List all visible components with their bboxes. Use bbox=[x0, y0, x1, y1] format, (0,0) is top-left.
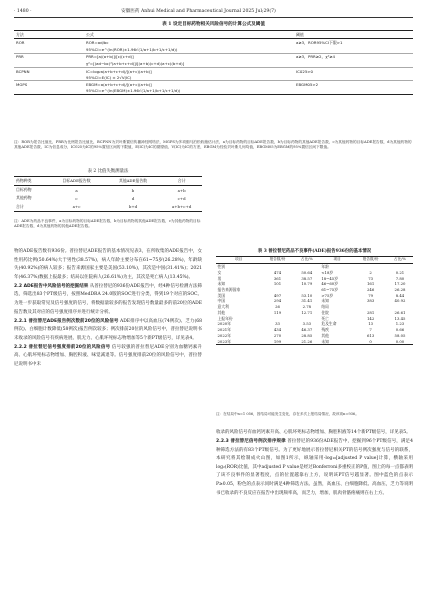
table2-cell: c+d bbox=[177, 195, 186, 201]
table1-cell: EBGM=a(a+b+c+d)/[(a+c)(a+b)] bbox=[84, 81, 294, 88]
table3-header-cell: 项目 bbox=[216, 257, 261, 264]
table1-row bbox=[14, 67, 413, 74]
table3-cell: 161 bbox=[367, 281, 375, 287]
table1-cell bbox=[14, 46, 84, 53]
table3-cell: 101 bbox=[273, 281, 282, 287]
table3-cell: 73 bbox=[368, 275, 374, 281]
table3-cell: 死亡 bbox=[321, 315, 329, 321]
table3-cell: 0 bbox=[354, 338, 387, 344]
journal-name: 安徽医药 Anhui Medical and Pharmaceutical Journal 2025 Jul;29(7) bbox=[121, 9, 276, 14]
table3-cell: 10.79 bbox=[301, 281, 313, 287]
table1-cell: ROR bbox=[16, 39, 25, 45]
header-rule bbox=[14, 17, 413, 18]
table2-header-cell: 药物种类 bbox=[14, 177, 48, 186]
section-heading: 2.2.3 普拉替尼信号例次排序规律 bbox=[216, 438, 286, 444]
table3 bbox=[216, 256, 413, 345]
table3-cell: 男 bbox=[217, 275, 222, 281]
table3-header-cell: 项目 bbox=[320, 257, 354, 264]
table3-cell: 其他 bbox=[321, 332, 329, 338]
table2-caption: 表 2 比值失衡测量法 bbox=[87, 169, 129, 174]
table3-caption: 表 3 普拉替尼药品不良事件(ADE)报告936份的基本情况 bbox=[257, 249, 372, 254]
table3-cell: 474 bbox=[273, 269, 282, 275]
table2-cell: c bbox=[75, 195, 78, 201]
table3-cell: 18~45岁 bbox=[321, 275, 338, 281]
table3-cell: 199 bbox=[261, 338, 294, 344]
table3-cell: <18岁 bbox=[321, 269, 334, 275]
paragraph: 从普拉替尼的936份ADE报告中，经4种信号检测方法筛选，筛选出83个PT级信号，按照MedDRA 24.0版的SOC进行分类，得到19个对应的SOC。为进一步获取常见及信号强度的信号，将数据量较多的报告发现信号数量最多的前20位的ADE报告数及其对应的信号强度排序并进行统计分析。 bbox=[14, 283, 202, 315]
table3-cell: 383 bbox=[367, 298, 375, 304]
section-heading: 2.2.2 普拉替尼信号强度排前20位的风险信号 bbox=[14, 344, 111, 350]
table2-row bbox=[14, 186, 202, 195]
table3-cell: 46~60岁 bbox=[321, 281, 338, 287]
table3-cell: 613 bbox=[367, 332, 375, 338]
table3-cell: 26.28 bbox=[394, 287, 406, 293]
table3-cell: 40.92 bbox=[394, 298, 406, 304]
table3-cell: 119 bbox=[273, 309, 282, 315]
section-heading: 2.2 ADE报告中风险信号的挖掘结果 bbox=[14, 283, 89, 289]
table3-cell: 住院 bbox=[321, 309, 329, 315]
table1-row bbox=[14, 61, 413, 68]
table3-cell: 50.64 bbox=[301, 269, 313, 275]
table2-cell: a bbox=[75, 187, 78, 193]
table1-row bbox=[14, 53, 413, 61]
table1-cell: a≥3，ROR95%CI下限>1 bbox=[296, 39, 343, 45]
table1-header-cell: 公式 bbox=[84, 31, 294, 39]
table3-cell: 270 bbox=[273, 332, 282, 338]
table3-cell: 361 bbox=[273, 275, 282, 281]
table1-header-cell: 阈值 bbox=[294, 31, 413, 39]
table3-cell: 8.44 bbox=[395, 292, 405, 298]
table3-cell: 结局 bbox=[321, 304, 329, 310]
table3-cell: 434 bbox=[273, 327, 282, 333]
table2-cell: a+b bbox=[177, 187, 186, 193]
table1-cell: 95%CI=E(IC) ± 2√V(IC) bbox=[86, 74, 132, 80]
table1-cell bbox=[14, 74, 84, 81]
table1-row bbox=[14, 74, 413, 81]
table1-cell: MGPS bbox=[14, 81, 84, 88]
table1-cell: ROR=ad/bc bbox=[86, 39, 109, 45]
table3-cell: 246 bbox=[367, 287, 375, 293]
table1-cell: IC=log₂a(a+b+c+d)/[(a+c)(a+b)] bbox=[84, 67, 294, 74]
table3-cell: 中国 bbox=[217, 298, 226, 304]
table2-cell: 合计 bbox=[14, 203, 48, 212]
table3-cell: 2020年 bbox=[217, 321, 231, 327]
table3-cell: 26 bbox=[275, 304, 280, 310]
table3-cell: 31.41 bbox=[301, 298, 313, 304]
paragraph: 信号较强的普拉替尼ADE分别为血糖钙素升高、心肌坏死标志物增加、胸腔积液、味觉减退等。信号强度排前20位的风险信号中，普拉替尼说明书中未 bbox=[14, 344, 202, 367]
table2-cell: b+d bbox=[105, 203, 161, 212]
table2-row bbox=[14, 194, 202, 202]
table2-header-cell: 其他ADE报告数 bbox=[105, 177, 161, 186]
table1-cell: 95%CI=e^(ln(ROR)±1.96√(1/a+1/b+1/c+1/d)) bbox=[86, 46, 178, 52]
table3-row bbox=[216, 338, 413, 344]
table3-cell: 142 bbox=[367, 315, 375, 321]
table3-cell: 报告来源国家 bbox=[217, 287, 241, 293]
table3-cell: 17.20 bbox=[394, 281, 406, 287]
table3-cell: 46.37 bbox=[301, 327, 313, 333]
table1-cell bbox=[14, 61, 84, 68]
table1-cell: EBGM05>2 bbox=[294, 81, 413, 88]
table1-cell bbox=[14, 88, 84, 95]
table3-cell: 58.05 bbox=[394, 332, 406, 338]
table3-cell: 危及生命 bbox=[321, 321, 337, 327]
table2-cell: a+c bbox=[48, 203, 104, 212]
table1-caption: 表 1 设定目标药物相关风险信号的计算公式及阈值 bbox=[162, 22, 265, 27]
table3-cell: 26.61 bbox=[394, 309, 406, 315]
page-number: · 1480 · bbox=[14, 8, 32, 14]
table3-note: 注：在结局中n=1 056，因结局可能发生变化，存在多次上报结局情况，故该项n=936。 bbox=[216, 412, 359, 416]
table3-cell: 33 bbox=[275, 321, 280, 327]
table3-cell: 53.10 bbox=[301, 292, 313, 298]
table1-cell: 95%CI=e^(ln(EBGM)±1.96√(1/a+1/b+1/c+1/d)) bbox=[84, 88, 294, 95]
table3-cell: 未知 bbox=[320, 338, 354, 344]
table1-row bbox=[14, 81, 413, 88]
table1-row bbox=[14, 88, 413, 95]
table3-cell: 38.57 bbox=[301, 275, 313, 281]
table1-cell bbox=[294, 88, 413, 95]
table3-cell: 未知 bbox=[321, 298, 329, 304]
table1-cell bbox=[294, 61, 413, 68]
table1 bbox=[14, 30, 413, 95]
table2 bbox=[14, 176, 202, 212]
table3-cell: 性别 bbox=[217, 264, 226, 270]
table3-header-cell: 占比/% bbox=[387, 257, 413, 264]
table1-cell: χ²=[(ad−bc)²(a+b+c+d)]/[(a+b)(c+d)(a+c)(b+d)] bbox=[86, 61, 185, 67]
section-heading: 2.2.1 普拉替尼ADE报告例次数前20位的风险信号 bbox=[14, 318, 119, 324]
table1-row bbox=[14, 39, 413, 47]
table3-cell: 女 bbox=[217, 269, 222, 275]
table2-cell: 目标药物 bbox=[16, 187, 32, 193]
table3-cell: 0.21 bbox=[395, 269, 405, 275]
table2-cell: 其他药物 bbox=[16, 195, 32, 201]
table3-cell: 0.66 bbox=[395, 327, 405, 333]
table2-header-cell: 合计 bbox=[161, 177, 202, 186]
table1-note: 注：ROR为报告比值比，PRR为比例报告比值比，BCPNN为贝叶斯置信传播神经网络法，MGPS为多项伽马泊松收缩估计法，a为目标药物的目标ADE报告数，b为目标药物的其他ADE报告数，c为其他药物的目标ADE报告数，d为其他药物的其他ADE报告数，IC为信息成分，IC025为IC的95%置信区间的下限值，E(IC)为IC的期望值，V(IC)为IC的方差，EBGM为经验贝叶斯几何均值，EBGM05为EBGM的95%置信区间下限值。 bbox=[14, 140, 412, 150]
table1-cell: PRR bbox=[14, 53, 84, 61]
table3-cell: 上报年份 bbox=[217, 315, 233, 321]
right-column-text bbox=[216, 429, 413, 499]
table3-cell: 2021年 bbox=[217, 327, 231, 333]
paragraph: 收录的风险信号有血钙钙素升高、心肌坏死标志物增加、胸腔积液等14个新PT级信号，详见表5。 bbox=[216, 430, 411, 435]
table3-cell: 13.45 bbox=[394, 315, 406, 321]
table3-cell: 2023年 bbox=[216, 338, 261, 344]
table1-header-cell: 方法 bbox=[14, 31, 84, 39]
table3-cell: 497 bbox=[273, 292, 282, 298]
table3-cell: 2022年 bbox=[217, 332, 231, 338]
table1-cell bbox=[294, 74, 413, 81]
table3-header-cell: 报告数/份 bbox=[261, 257, 294, 264]
table1-cell: BCPNN bbox=[14, 67, 84, 74]
left-column-text bbox=[14, 248, 202, 370]
table2-cell: a+b+c+d bbox=[161, 203, 202, 212]
table1-cell: IC025>0 bbox=[294, 67, 413, 74]
table3-cell: 3.53 bbox=[302, 321, 312, 327]
page-header bbox=[14, 6, 413, 16]
table3-cell: 13 bbox=[368, 321, 374, 327]
table1-cell bbox=[294, 46, 413, 53]
table2-cell: b bbox=[131, 187, 135, 193]
table1-row bbox=[14, 46, 413, 53]
table3-cell: 294 bbox=[273, 298, 282, 304]
table3-cell: 281 bbox=[367, 309, 375, 315]
table2-note: 注：ADE为药品不良事件，a为目标药物的目标ADE报告数，b为目标药物的其他ADE报告数，c为其他药物的目标ADE报告数，d为其他药物的其他ADE报告数。 bbox=[14, 219, 201, 229]
table2-header-cell: 目标ADE报告数 bbox=[48, 177, 104, 186]
table3-header-cell: 报告数/份 bbox=[354, 257, 387, 264]
table3-cell: >75岁 bbox=[321, 292, 334, 298]
table1-cell: a≥3，PRR≥2，χ²≥4 bbox=[294, 53, 413, 61]
table3-cell: 0.00 bbox=[387, 338, 413, 344]
table1-cell: PRR=[a/(a+b)]/[c/(c+d)] bbox=[84, 53, 294, 61]
table3-cell: 2.78 bbox=[302, 304, 312, 310]
table3-cell: 未知 bbox=[217, 281, 226, 287]
table3-cell: 61~75岁 bbox=[321, 287, 338, 293]
table3-cell: 1.23 bbox=[395, 321, 405, 327]
table3-cell: 意大利 bbox=[217, 304, 229, 310]
table3-cell: 7.80 bbox=[395, 275, 405, 281]
table3-cell: 7 bbox=[369, 327, 372, 333]
table3-cell: 21.26 bbox=[294, 338, 320, 344]
paragraph: 普拉替尼的936份ADE报告中，挖掘到96个PT级信号，满足4种筛选方法的有83个PT级信号。为了更好地展示普拉替尼相关PT的信号例次强度与信号的联系，本研究将其绘制成火山图，如图1所示，纵轴采用-log₁₀[adjusted P value]计算，横轴采用log₂(ROR)比值，其中adjusted P value是经过Bonferroni多重校正的P值，图上的每一点都表明了该不良事件的显著程度，点的位置越靠右上方，说明该PT信号越显著。图中蓝色的点表示P≥0.05，粉色的点表示同时满足4种筛选方法。虽然，高血压、白细胞降低、高血压，乏力等说明书已收录的不良反应在报告中出现频率高，而乏力，增加，肌肉骨骼疼痛则在右上方。 bbox=[216, 438, 413, 496]
paragraph: ADE排序中以高血压(74例次)、乏力(68例次)、白细胞计数降低(58例次)报告例次较多；例次排前20位的风险信号中，普拉替尼说明书未收录的风险信号有疾病进展、肌无力、心肌坏死标志物增加等5个新PT级信号，详见表4。 bbox=[14, 318, 202, 341]
table2-row bbox=[14, 203, 202, 212]
table3-cell: 79 bbox=[368, 292, 374, 298]
table3-cell: 残疾 bbox=[321, 327, 329, 333]
table3-cell: 2 bbox=[369, 269, 372, 275]
table3-cell: 年龄 bbox=[321, 264, 329, 270]
table3-cell: 28.85 bbox=[301, 332, 313, 338]
table3-cell: 美国 bbox=[217, 292, 226, 298]
table3-header-cell: 占比/% bbox=[294, 257, 320, 264]
paragraph: 物的ADE报告数有936份。普拉替尼ADE报告的基本情况见表3，在所收集的ADE报告中，女性用药比例(50.64%)大于男性(38.57%)，病人年龄主要分布在61~75岁(26.28%)，年龄缺失(40.92%)的病人较多；报告来源国家主要是美国(53.10%)，其次是中国(31.41%)；2021年(46.37%)数据上报最多；结局以住院病人(26.61%)为主，其次是死亡病人(13.45%)。 bbox=[14, 249, 202, 280]
table3-cell: 其他 bbox=[217, 309, 226, 315]
table2-cell: d bbox=[131, 195, 135, 201]
table3-cell: 12.71 bbox=[301, 309, 313, 315]
